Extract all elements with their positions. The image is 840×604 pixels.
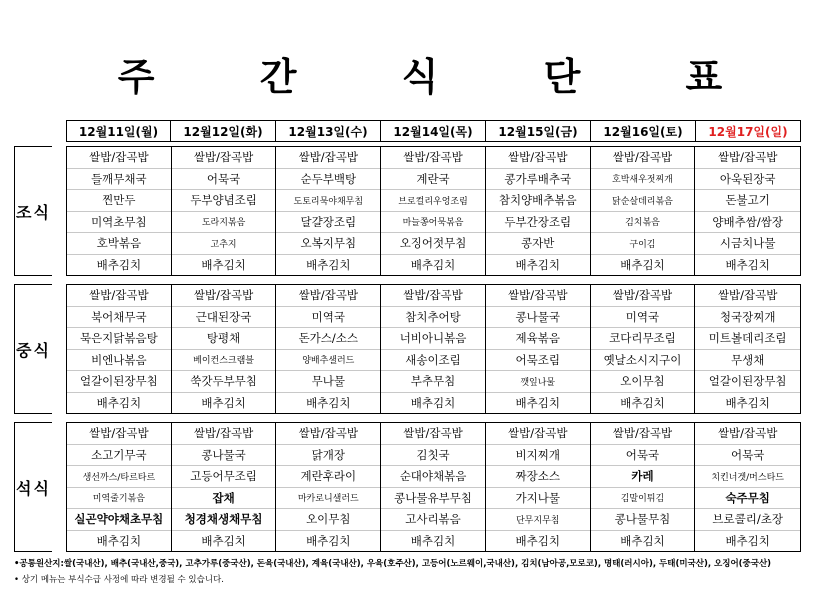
day-column bbox=[67, 285, 172, 413]
menu-item: 쌀밥/잡곡밥 bbox=[591, 423, 695, 445]
menu-item: 콩나물무침 bbox=[591, 509, 695, 531]
menu-item: 김말이튀김 bbox=[591, 488, 695, 510]
menu-item: 양배추샐러드 bbox=[276, 350, 380, 372]
menu-item: 배추김치 bbox=[410, 533, 456, 548]
menu-item: 가지나물 bbox=[486, 488, 590, 510]
menu-item: 고등어무조림 bbox=[172, 466, 276, 488]
menu-item: 미역국 bbox=[276, 307, 380, 329]
menu-item: 돈불고기 bbox=[695, 190, 800, 212]
menu-item: 쌀밥/잡곡밥 bbox=[695, 285, 800, 307]
day-column bbox=[381, 285, 486, 413]
menu-item: 쌀밥/잡곡밥 bbox=[172, 285, 276, 307]
menu-item: 배추김치 bbox=[201, 533, 246, 548]
menu-item: 카레 bbox=[591, 466, 695, 488]
day-header-fri: 12월15일(금) bbox=[486, 120, 591, 142]
day-header-mon: 12월11일(월) bbox=[66, 120, 171, 142]
menu-item: 미역줄기볶음 bbox=[67, 488, 171, 510]
meal-section-lunch bbox=[14, 284, 801, 414]
menu-item: 두부양념조림 bbox=[172, 190, 276, 212]
menu-item: 배추김치 bbox=[620, 257, 665, 272]
menu-item: 깻잎나물 bbox=[486, 371, 590, 393]
menu-item: 배추김치 bbox=[515, 257, 560, 272]
day-column bbox=[276, 147, 381, 275]
menu-item: 마늘쫑어묵볶음 bbox=[381, 212, 485, 234]
menu-item: 쌀밥/잡곡밥 bbox=[381, 423, 485, 445]
day-column bbox=[486, 285, 591, 413]
menu-item: 북어채무국 bbox=[67, 307, 171, 329]
menu-item: 무생채 bbox=[695, 350, 800, 372]
menu-item: 찐만두 bbox=[67, 190, 171, 212]
menu-item: 청국장찌개 bbox=[695, 307, 800, 329]
day-column bbox=[695, 285, 800, 413]
menu-item: 쌀밥/잡곡밥 bbox=[276, 285, 380, 307]
menu-item: 배추김치 bbox=[725, 257, 770, 272]
menu-item: 콩자반 bbox=[486, 233, 590, 255]
day-column bbox=[172, 423, 277, 551]
menu-item: 쌀밥/잡곡밥 bbox=[695, 423, 800, 445]
menu-item: 어묵국 bbox=[172, 169, 276, 191]
menu-item: 호박새우젓찌개 bbox=[591, 169, 695, 191]
day-column bbox=[172, 147, 277, 275]
menu-item: 쑥갓두부무침 bbox=[172, 371, 276, 393]
menu-item: 도토리묵야채무침 bbox=[276, 190, 380, 212]
menu-item: 생선까스/타르타르 bbox=[67, 466, 171, 488]
menu-item: 어묵조림 bbox=[486, 350, 590, 372]
menu-item: 미역초무침 bbox=[67, 212, 171, 234]
menu-item: 비엔나볶음 bbox=[67, 350, 171, 372]
day-header-sat: 12월16일(토) bbox=[591, 120, 696, 142]
menu-item: 단무지무침 bbox=[486, 509, 590, 531]
day-column bbox=[276, 423, 381, 551]
menu-item: 배추김치 bbox=[306, 395, 351, 410]
menu-item: 돈가스/소스 bbox=[276, 328, 380, 350]
menu-item: 쌀밥/잡곡밥 bbox=[486, 285, 590, 307]
menu-item: 어묵국 bbox=[591, 445, 695, 467]
menu-grid bbox=[66, 284, 801, 414]
day-column bbox=[695, 423, 800, 551]
menu-item: 양배추쌈/쌈장 bbox=[695, 212, 800, 234]
menu-item: 계란후라이 bbox=[276, 466, 380, 488]
menu-item: 구이김 bbox=[591, 233, 695, 255]
day-column bbox=[591, 285, 696, 413]
menu-item: 콩나물국 bbox=[172, 445, 276, 467]
menu-item: 부추무침 bbox=[381, 371, 485, 393]
day-header-sun: 12월17일(일) bbox=[696, 120, 801, 142]
menu-item: 배추김치 bbox=[96, 395, 142, 410]
menu-item: 배추김치 bbox=[725, 533, 770, 548]
menu-item: 배추김치 bbox=[96, 533, 142, 548]
menu-item: 무나물 bbox=[276, 371, 380, 393]
menu-item: 오징어젓무침 bbox=[381, 233, 485, 255]
menu-item: 두부간장조림 bbox=[486, 212, 590, 234]
menu-item: 배추김치 bbox=[725, 395, 770, 410]
menu-item: 닭개장 bbox=[276, 445, 380, 467]
meal-section-breakfast bbox=[14, 146, 801, 276]
day-column bbox=[172, 285, 277, 413]
meal-section-dinner bbox=[14, 422, 801, 552]
menu-item: 잡채 bbox=[172, 488, 276, 510]
menu-item: 쌀밥/잡곡밥 bbox=[695, 147, 800, 169]
menu-item: 순대야채볶음 bbox=[381, 466, 485, 488]
meal-label: 중식 bbox=[14, 284, 52, 414]
menu-item: 콩나물국 bbox=[486, 307, 590, 329]
menu-item: 배추김치 bbox=[306, 257, 351, 272]
menu-item: 쌀밥/잡곡밥 bbox=[381, 147, 485, 169]
menu-item: 콩나물유부무침 bbox=[381, 488, 485, 510]
menu-item: 쌀밥/잡곡밥 bbox=[172, 147, 276, 169]
menu-item: 배추김치 bbox=[306, 533, 351, 548]
change-note: • 상기 메뉴는 부식수급 사정에 따라 변경될 수 있습니다. bbox=[14, 575, 224, 585]
menu-item: 제육볶음 bbox=[486, 328, 590, 350]
origin-note: •공통원산지:쌀(국내산), 배추(국내산,중국), 고추가루(중국산), 돈육(국내산), 계육(국내산), 우육(호주산), 고등어(노르웨이,국내산), 김치(남아공,모로코), 명태(러시아), 두태(미국산), 오징어(중국산) bbox=[14, 559, 772, 569]
menu-item: 쌀밥/잡곡밥 bbox=[591, 147, 695, 169]
menu-item: 쌀밥/잡곡밥 bbox=[67, 285, 171, 307]
menu-item: 브로컬리우엉조림 bbox=[381, 190, 485, 212]
menu-item: 쌀밥/잡곡밥 bbox=[486, 147, 590, 169]
menu-item: 청경채생채무침 bbox=[172, 509, 276, 531]
menu-item: 브로콜리/초장 bbox=[695, 509, 800, 531]
menu-item: 계란국 bbox=[381, 169, 485, 191]
menu-item: 닭순살데리볶음 bbox=[591, 190, 695, 212]
menu-item: 배추김치 bbox=[201, 257, 246, 272]
menu-item: 쌀밥/잡곡밥 bbox=[591, 285, 695, 307]
menu-item: 코다리무조림 bbox=[591, 328, 695, 350]
menu-item: 배추김치 bbox=[410, 395, 456, 410]
day-header-row bbox=[66, 120, 801, 142]
menu-item: 치킨너겟/머스타드 bbox=[695, 466, 800, 488]
menu-item: 고사리볶음 bbox=[381, 509, 485, 531]
menu-item: 소고기무국 bbox=[67, 445, 171, 467]
menu-item: 쌀밥/잡곡밥 bbox=[381, 285, 485, 307]
day-column bbox=[591, 147, 696, 275]
menu-item: 순두부백탕 bbox=[276, 169, 380, 191]
menu-item: 미역국 bbox=[591, 307, 695, 329]
menu-item: 참치추어탕 bbox=[381, 307, 485, 329]
menu-item: 배추김치 bbox=[201, 395, 246, 410]
day-column bbox=[381, 423, 486, 551]
menu-item: 숙주무침 bbox=[695, 488, 800, 510]
day-column bbox=[276, 285, 381, 413]
day-column bbox=[591, 423, 696, 551]
meal-label: 조식 bbox=[14, 146, 52, 276]
menu-item: 배추김치 bbox=[620, 395, 665, 410]
menu-item: 고추지 bbox=[172, 233, 276, 255]
day-header-tue: 12월12일(화) bbox=[171, 120, 276, 142]
menu-item: 오복지무침 bbox=[276, 233, 380, 255]
day-column bbox=[695, 147, 800, 275]
menu-item: 참치양배추볶음 bbox=[486, 190, 590, 212]
menu-item: 김칫국 bbox=[381, 445, 485, 467]
day-column bbox=[486, 423, 591, 551]
page-title: 주 간 식 단 표 bbox=[117, 55, 769, 99]
menu-item: 김치볶음 bbox=[591, 212, 695, 234]
menu-item: 실곤약야채초무침 bbox=[67, 509, 171, 531]
day-header-thu: 12월14일(목) bbox=[381, 120, 486, 142]
menu-item: 근대된장국 bbox=[172, 307, 276, 329]
day-header-wed: 12월13일(수) bbox=[276, 120, 381, 142]
menu-item: 묵은지닭볶음탕 bbox=[67, 328, 171, 350]
day-column bbox=[486, 147, 591, 275]
notes bbox=[14, 556, 829, 588]
menu-item: 아욱된장국 bbox=[695, 169, 800, 191]
menu-item: 옛날소시지구이 bbox=[591, 350, 695, 372]
menu-item: 배추김치 bbox=[96, 257, 142, 272]
menu-item: 오이무침 bbox=[276, 509, 380, 531]
menu-item: 쌀밥/잡곡밥 bbox=[486, 423, 590, 445]
menu-item: 쌀밥/잡곡밥 bbox=[276, 147, 380, 169]
menu-item: 얼갈이된장무침 bbox=[67, 371, 171, 393]
menu-item: 쌀밥/잡곡밥 bbox=[172, 423, 276, 445]
day-column bbox=[67, 147, 172, 275]
menu-item: 배추김치 bbox=[620, 533, 665, 548]
menu-item: 비지찌개 bbox=[486, 445, 590, 467]
menu-item: 짜장소스 bbox=[486, 466, 590, 488]
menu-item: 시금치나물 bbox=[695, 233, 800, 255]
day-column bbox=[381, 147, 486, 275]
menu-item: 쌀밥/잡곡밥 bbox=[67, 147, 171, 169]
menu-item: 탕평채 bbox=[172, 328, 276, 350]
meal-label: 석식 bbox=[14, 422, 52, 552]
menu-item: 들깨무채국 bbox=[67, 169, 171, 191]
menu-item: 얼갈이된장무침 bbox=[695, 371, 800, 393]
menu-item: 베이컨스크램블 bbox=[172, 350, 276, 372]
menu-item: 새송이조림 bbox=[381, 350, 485, 372]
menu-item: 배추김치 bbox=[410, 257, 456, 272]
menu-item: 마카로니샐러드 bbox=[276, 488, 380, 510]
menu-item: 쌀밥/잡곡밥 bbox=[276, 423, 380, 445]
menu-grid bbox=[66, 146, 801, 276]
menu-item: 어묵국 bbox=[695, 445, 800, 467]
menu-item: 호박볶음 bbox=[67, 233, 171, 255]
menu-item: 배추김치 bbox=[515, 533, 560, 548]
menu-item: 배추김치 bbox=[515, 395, 560, 410]
menu-item: 미트볼데리조림 bbox=[695, 328, 800, 350]
day-column bbox=[67, 423, 172, 551]
menu-item: 너비아니볶음 bbox=[381, 328, 485, 350]
menu-item: 콩가루배추국 bbox=[486, 169, 590, 191]
menu-grid bbox=[66, 422, 801, 552]
menu-item: 도라지볶음 bbox=[172, 212, 276, 234]
menu-item: 달걀장조림 bbox=[276, 212, 380, 234]
menu-item: 오이무침 bbox=[591, 371, 695, 393]
menu-item: 쌀밥/잡곡밥 bbox=[67, 423, 171, 445]
